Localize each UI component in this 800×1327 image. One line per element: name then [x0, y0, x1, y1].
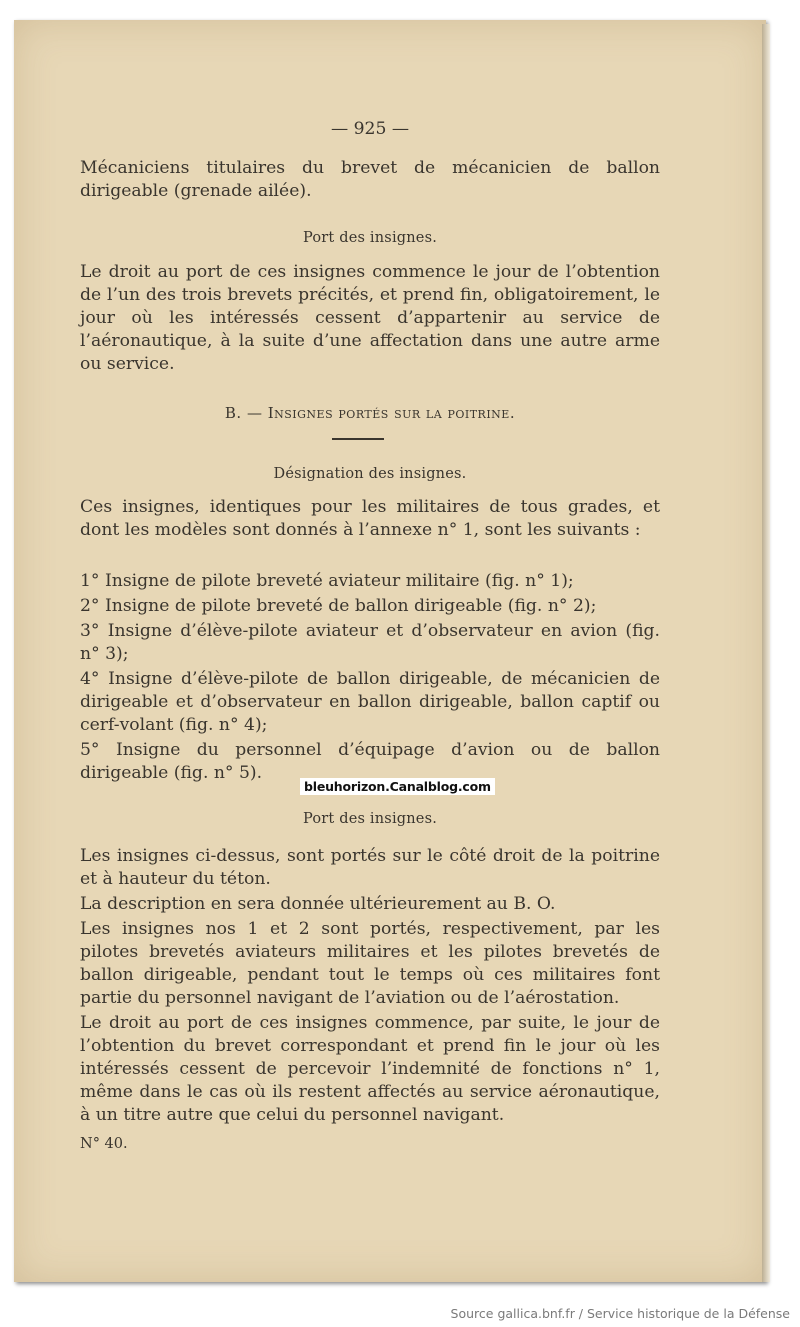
insigne-item-4: 4° Insigne d’élève-pilote de ballon dirigeable, de mécanicien de dirigeable et d’observateur en ballon dirigeable, ballon captif ou cerf-volant (fig. n° 4); — [80, 669, 660, 735]
section2-heading: Port des insignes. — [302, 811, 438, 827]
section1-heading: Port des insignes. — [302, 230, 438, 246]
insigne-item-1: 1° Insigne de pilote breveté aviateur militaire (fig. n° 1); — [80, 571, 574, 591]
insigne-item-3: 3° Insigne d’élève-pilote aviateur et d’observateur en avion (fig. n° 3); — [80, 621, 660, 664]
designation-heading: Désignation des insignes. — [273, 466, 467, 482]
insignes-list — [80, 570, 660, 785]
section1-text: Le droit au port de ces insignes commence le jour de l’obtention de l’un des trois brevets précités, et prend fin, obligatoirement, le jour où les intéressés cessent d’appartenir au service de l’aéronautique, à la suite d’une affectation dans une autre arme ou service. — [80, 262, 660, 374]
heading-rule — [332, 438, 384, 440]
port-paragraph-1: Les insignes ci-dessus, sont portés sur le côté droit de la poitrine et à hauteur du téton. — [80, 846, 660, 889]
watermark-label: bleuhorizon.Canalblog.com — [300, 778, 495, 795]
part-b-heading: B. — Insignes portés sur la poitrine. — [224, 404, 516, 422]
port-paragraph-4: Le droit au port de ces insignes commence, par suite, le jour de l’obtention du brevet correspondant et prend fin le jour où les intéressés cessent de percevoir l’indemnité de fonctions n° 1, même dans le cas où ils restent affectés au service aéronautique, à un titre autre que celui du personnel navigant. — [80, 1013, 660, 1125]
footnote-number: N° 40. — [80, 1136, 128, 1152]
paper-edge — [762, 24, 770, 1282]
port-paragraph-2: La description en sera donnée ultérieurement au B. O. — [80, 894, 556, 914]
port-paragraphs — [80, 845, 660, 1127]
port-paragraph-3: Les insignes nos 1 et 2 sont portés, respectivement, par les pilotes brevetés aviateurs militaires et les pilotes brevetés de ballon dirigeable, pendant tout le temps où ces militaires font partie du personnel navigant de l’aviation ou de l’aérostation. — [80, 919, 660, 1008]
designation-text: Ces insignes, identiques pour les militaires de tous grades, et dont les modèles sont donnés à l’annexe n° 1, sont les suivants : — [80, 497, 660, 540]
designation-paragraph — [80, 496, 660, 542]
page-number: — 925 — — [330, 119, 410, 139]
section1-paragraph — [80, 261, 660, 376]
source-credit: Source gallica.bnf.fr / Service historique de la Défense — [450, 1306, 790, 1321]
insigne-item-2: 2° Insigne de pilote breveté de ballon dirigeable (fig. n° 2); — [80, 596, 597, 616]
intro-paragraph — [80, 157, 660, 203]
intro-text: Mécaniciens titulaires du brevet de mécanicien de ballon dirigeable (grenade ailée). — [80, 158, 660, 201]
insigne-item-5: 5° Insigne du personnel d’équipage d’avion ou de ballon dirigeable (fig. n° 5). — [80, 740, 660, 783]
